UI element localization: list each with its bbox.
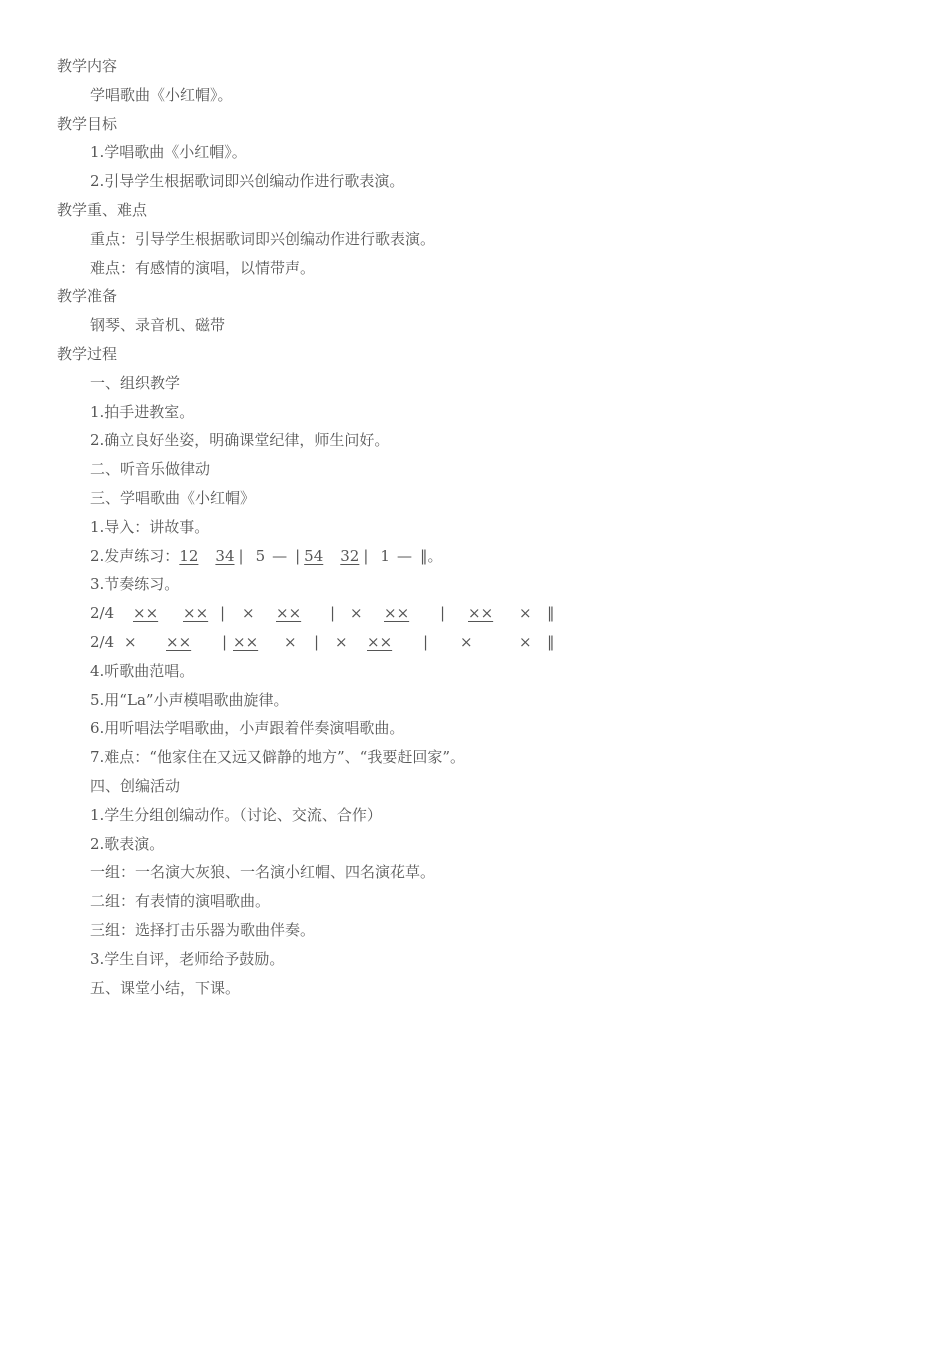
end-barline: ‖。 <box>419 546 443 565</box>
dash: — <box>272 546 288 565</box>
process-step: 3.学生自评，老师给予鼓励。 <box>90 949 285 968</box>
process-step: 二、听音乐做律动 <box>90 460 211 479</box>
barline: | <box>330 604 336 623</box>
rhythm-cell: × <box>350 604 363 623</box>
rhythm-cell: × <box>284 632 297 651</box>
note-group: 54 <box>304 546 324 565</box>
barline: | <box>222 632 228 651</box>
key-point-line: 重点：引导学生根据歌词即兴创编动作进行歌表演。 <box>90 229 436 248</box>
barline: | <box>238 546 244 565</box>
process-step: 2.歌表演。 <box>90 834 165 853</box>
rhythm-cell: × <box>242 604 255 623</box>
rhythm-cell: × <box>124 632 137 651</box>
difficult-point-line: 难点：有感情的演唱，以情带声。 <box>90 258 316 277</box>
note-group: 12 <box>179 546 199 565</box>
rhythm-cell: ×× <box>183 604 209 623</box>
vocal-prefix: 2.发声练习： <box>90 546 180 565</box>
lesson-plan <box>0 52 951 1002</box>
rhythm-cell: ×× <box>233 632 259 651</box>
process-step: 三组：选择打击乐器为歌曲伴奏。 <box>90 920 316 939</box>
process-step: 1.学生分组创编动作。（讨论、交流、合作） <box>90 805 382 824</box>
rhythm-cell: ×× <box>468 604 494 623</box>
process-step: 7.难点：“他家住在又远又僻静的地方”、“我要赶回家”。 <box>90 748 465 767</box>
rhythm-cell: ×× <box>166 632 192 651</box>
rhythm-cell: × <box>519 604 532 623</box>
rhythm-cell: × <box>335 632 348 651</box>
rhythm-cell: ×× <box>276 604 302 623</box>
process-step: 6.用听唱法学唱歌曲，小声跟着伴奏演唱歌曲。 <box>90 719 405 738</box>
process-step: 3.节奏练习。 <box>90 575 180 594</box>
barline: | <box>295 546 301 565</box>
process-step: 5.用“La”小声模唱歌曲旋律。 <box>90 690 289 709</box>
objective-line: 1.学唱歌曲《小红帽》。 <box>90 143 247 162</box>
heading-objectives: 教学目标 <box>57 114 118 133</box>
note: 5 <box>255 546 266 565</box>
time-signature: 2/4 <box>90 604 115 623</box>
process-step: 三、学唱歌曲《小红帽》 <box>90 488 256 507</box>
rhythm-line-2 <box>0 628 951 657</box>
barline: | <box>423 632 429 651</box>
end-barline: ‖ <box>547 632 555 651</box>
preparation-line: 钢琴、录音机、磁带 <box>90 316 226 335</box>
process-step: 1.拍手进教室。 <box>90 402 195 421</box>
process-step: 二组：有表情的演唱歌曲。 <box>90 892 271 911</box>
barline: | <box>220 604 226 623</box>
process-step: 一组：一名演大灰狼、一名演小红帽、四名演花草。 <box>90 863 436 882</box>
rhythm-cell: × <box>460 632 473 651</box>
barline: | <box>314 632 320 651</box>
content-line: 学唱歌曲《小红帽》。 <box>90 85 233 104</box>
objective-line: 2.引导学生根据歌词即兴创编动作进行歌表演。 <box>90 172 405 191</box>
process-step: 四、创编活动 <box>90 776 181 795</box>
process-step: 4.听歌曲范唱。 <box>90 661 195 680</box>
note-group: 32 <box>340 546 360 565</box>
note-group: 34 <box>215 546 235 565</box>
barline: | <box>363 546 369 565</box>
note: 1 <box>380 546 390 565</box>
rhythm-cell: ×× <box>384 604 410 623</box>
process-step: 五、课堂小结，下课。 <box>90 978 241 997</box>
rhythm-cell: ×× <box>367 632 393 651</box>
rhythm-line-1 <box>0 599 951 628</box>
heading-process: 教学过程 <box>57 344 118 363</box>
heading-preparation: 教学准备 <box>57 287 118 306</box>
process-step: 1.导入：讲故事。 <box>90 517 210 536</box>
process-step: 一、组织教学 <box>90 373 181 392</box>
time-signature: 2/4 <box>90 632 115 651</box>
dash: — <box>396 546 412 565</box>
end-barline: ‖ <box>547 604 555 623</box>
rhythm-cell: × <box>519 632 532 651</box>
process-step: 2.确立良好坐姿，明确课堂纪律，师生问好。 <box>90 431 390 450</box>
vocal-exercise-line <box>0 542 951 571</box>
barline: | <box>440 604 446 623</box>
heading-key-points: 教学重、难点 <box>57 200 148 219</box>
heading-content: 教学内容 <box>57 57 118 75</box>
rhythm-cell: ×× <box>133 604 159 623</box>
